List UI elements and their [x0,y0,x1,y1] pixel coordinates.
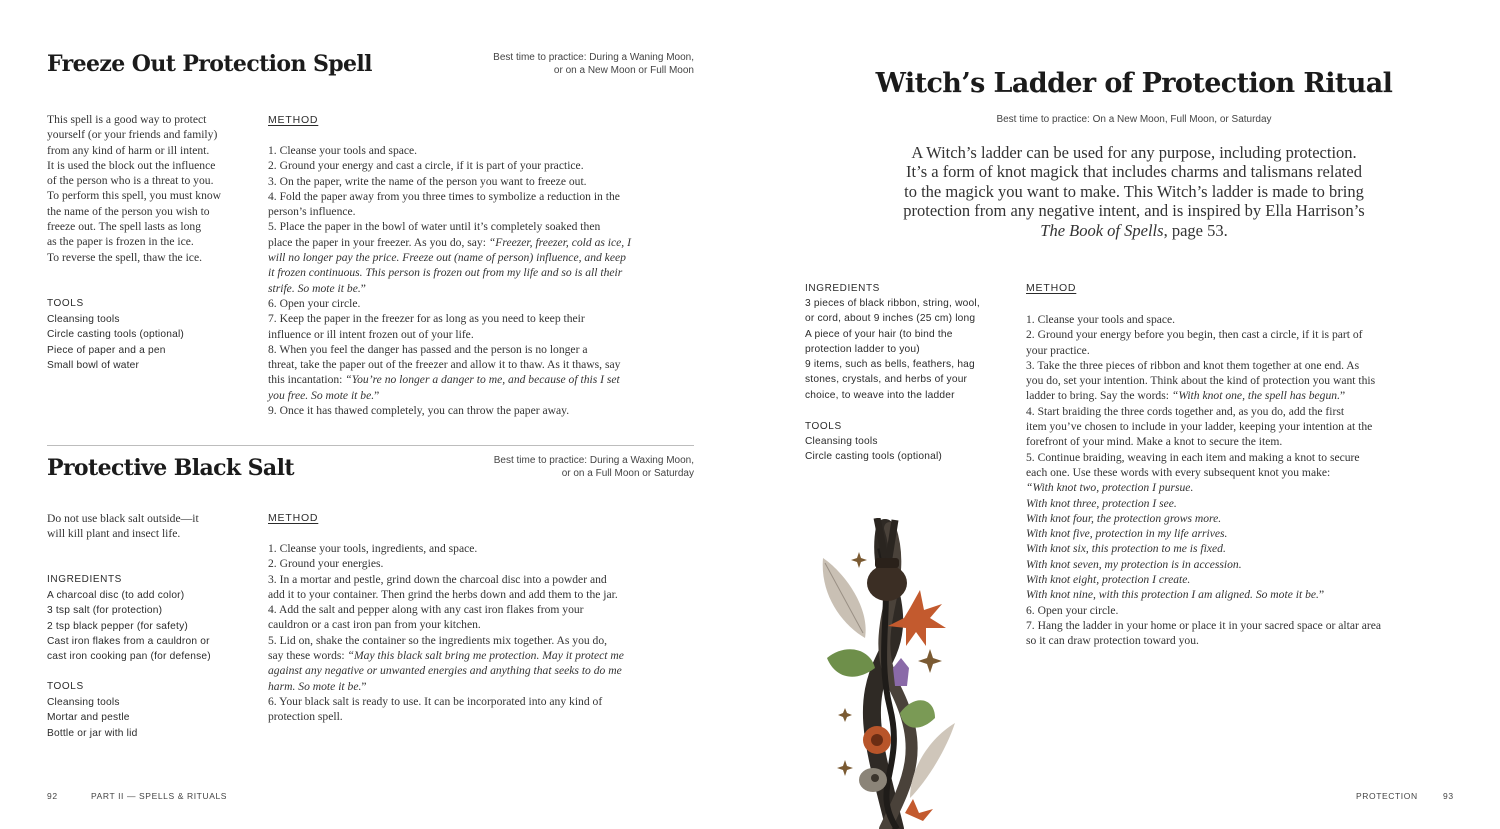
intro-line: It’s a form of knot magick that includes charms and talismans related [906,162,1362,182]
method-step-line: add it to your container. Then grind the herbs down and add them to the jar. [268,587,618,601]
method-step-line: your practice. [1026,343,1090,357]
intro-line: To reverse the spell, thaw the ice. [47,250,202,264]
method-step-line: With knot seven, my protection is in accession. [1026,557,1242,571]
method-step-line: strife. So mote it be.” [268,281,366,295]
ingredient-item: 3 tsp salt (for protection) [47,605,163,617]
method-step-line: 2. Ground your energies. [268,557,384,571]
freeze-spell-title: Freeze Out Protection Spell [47,51,372,77]
tool-item: Circle casting tools (optional) [47,329,184,341]
intro-line: yourself (or your friends and family) [47,128,218,142]
intro-line: A Witch’s ladder can be used for any purpose, including protection. [911,143,1357,162]
ingredient-item: cast iron cooking pan (for defense) [47,651,211,663]
freeze-tools-list [47,312,184,373]
right-running-footer: PROTECTION [1356,791,1418,801]
method-step-line: 5. Continue braiding, weaving in each item and making a knot to secure [1026,450,1360,464]
ritual-ingredients-label: INGREDIENTS [805,283,880,294]
freeze-method-steps [268,143,698,418]
ingredient-item: protection ladder to you) [805,343,920,355]
intro-line: protection from any negative intent, and is inspired by Ella Harrison’s [903,201,1365,221]
right-page-number: 93 [1443,791,1454,801]
intro-line: will kill plant and insect life. [47,527,181,541]
salt-intro [47,511,252,542]
method-step-line: influence or ill intent frozen out of your life. [268,327,474,341]
ingredient-item: or cord, about 9 inches (25 cm) long [805,313,976,325]
tool-item: Mortar and pestle [47,712,130,724]
tool-item: Circle casting tools (optional) [805,451,942,463]
tool-item: Piece of paper and a pen [47,344,166,356]
section-divider [47,445,694,446]
ingredient-item: 2 tsp black pepper (for safety) [47,620,188,632]
method-step-line: With knot three, protection I see. [1026,496,1177,510]
method-step-line: protection spell. [268,710,343,724]
freeze-method-label: METHOD [268,114,319,126]
intro-line: To perform this spell, you must know [47,189,222,203]
intro-line: from any kind of harm or ill intent. [47,143,210,157]
method-step-line: With knot six, this protection to me is fixed. [1026,542,1226,556]
intro-line: to the magick you want to make. This Witch’s ladder is made to bring [904,181,1364,201]
method-step-line: 7. Keep the paper in the freezer for as long as you need to keep their [268,312,585,326]
tool-item: Small bowl of water [47,359,140,371]
method-step-line: 4. Fold the paper away from you three times to symbolize a reduction in the [268,189,620,203]
method-step-line: With knot eight, protection I create. [1026,573,1191,587]
ingredient-item: Cast iron flakes from a cauldron or [47,635,210,647]
method-step-line: With knot nine, with this protection I am aligned. So mote it be.” [1026,588,1325,602]
method-step-line: 3. On the paper, write the name of the person you want to freeze out. [268,174,587,188]
ritual-ingredients-list [805,296,980,403]
method-step-line: place the paper in your freezer. As you do, say: “Freezer, freezer, cold as ice, I [268,235,631,249]
method-step-line: 1. Cleanse your tools, ingredients, and space. [268,542,478,555]
method-step-line: each one. Use these words with every subsequent knot you make: [1026,465,1331,479]
intro-line: Do not use black salt outside—it [47,512,199,525]
ingredient-item: 3 pieces of black ribbon, string, wool, [805,298,980,309]
method-step-line: 3. In a mortar and pestle, grind down the charcoal disc into a powder and [268,572,607,586]
method-step-line: you do, set your intention. Think about the kind of protection you want this [1026,374,1376,388]
method-step-line: 3. Take the three pieces of ribbon and knot them together at one end. As [1026,358,1360,372]
method-step-line: against any negative or unwanted energies and anything that seeks to do me [268,664,622,678]
intro-line: It is used the block out the influence [47,158,216,172]
method-step-line: you free. So mote it be.” [268,388,380,402]
ingredient-item: 9 items, such as bells, feathers, hag [805,359,975,371]
tool-item: Bottle or jar with lid [47,727,138,739]
method-step-line: ladder to bring. Say the words: “With knot one, the spell has begun.” [1026,389,1346,403]
method-step-line: it frozen continuous. This person is frozen out from my life and so is all their [268,266,623,280]
intro-line: of the person who is a threat to you. [47,174,214,188]
method-step-line: “With knot two, protection I pursue. [1026,481,1194,495]
left-running-footer: PART II — SPELLS & RITUALS [91,791,228,801]
freeze-intro [47,112,252,265]
method-step-line: With knot five, protection in my life arrives. [1026,527,1228,541]
tool-item: Cleansing tools [47,697,120,708]
intro-line: freeze out. The spell lasts as long [47,220,202,234]
freeze-tools-label: TOOLS [47,298,84,309]
ingredient-item: A charcoal disc (to add color) [47,590,185,601]
method-step-line: 8. When you feel the danger has passed and the person is no longer a [268,342,588,356]
method-step-line: threat, take the paper out of the freezer and allow it to thaw. As it thaws, say [268,358,621,372]
method-step-line: cauldron or a cast iron pan from your kitchen. [268,618,481,632]
intro-line: as the paper is frozen in the ice. [47,235,194,249]
method-step-line: With knot four, the protection grows more. [1026,511,1222,525]
ritual-title: Witch’s Ladder of Protection Ritual [875,68,1393,99]
method-step-line: 4. Add the salt and pepper along with any cast iron flakes from your [268,603,584,617]
salt-ingredients-list [47,588,211,664]
method-step-line: so it can draw protection toward you. [1026,634,1199,648]
left-page-number: 92 [47,791,58,801]
method-step-line: person’s influence. [268,205,356,219]
method-step-line: 1. Cleanse your tools and space. [268,144,418,157]
method-step-line: 6. Open your circle. [268,296,361,310]
method-step-line: forefront of your mind. Make a knot to secure the item. [1026,435,1283,449]
tool-item: Cleansing tools [805,436,878,447]
method-step-line: harm. So mote it be.” [268,679,367,693]
salt-tools-label: TOOLS [47,681,84,692]
intro-line: This spell is a good way to protect [47,113,207,126]
ritual-method-steps [1026,312,1466,649]
witchs-ladder-illustration [815,518,965,829]
method-step-line: 4. Start braiding the three cords together and, as you do, add the first [1026,404,1345,418]
intro-line: the name of the person you wish to [47,204,210,218]
ritual-method-label: METHOD [1026,282,1077,294]
ritual-intro [804,143,1464,240]
ingredient-item: choice, to weave into the ladder [805,389,955,401]
method-step-line: will no longer pay the price. Freeze out (name of person) influence, and keep [268,251,626,265]
method-step-line: 2. Ground your energy before you begin, then cast a circle, if it is part of [1026,328,1363,342]
method-step-line: 9. Once it has thawed completely, you can throw the paper away. [268,404,570,418]
method-step-line: 6. Open your circle. [1026,603,1119,617]
ritual-tools-label: TOOLS [805,421,842,432]
method-step-line: this incantation: “You’re no longer a danger to me, and because of this I set [268,373,620,387]
ritual-best-time: Best time to practice: On a New Moon, Full Moon, or Saturday [996,114,1272,125]
method-step-line: 6. Your black salt is ready to use. It can be incorporated into any kind of [268,694,603,708]
method-step-line: 5. Lid on, shake the container so the ingredients mix together. As you do, [268,633,608,647]
ritual-tools-list [805,434,942,465]
salt-method-steps [268,541,698,725]
method-step-line: 5. Place the paper in the bowl of water until it’s completely soaked then [268,220,601,234]
method-step-line: item you’ve chosen to include in your ladder, keeping your intention at the [1026,420,1373,434]
freeze-best-time: Best time to practice: During a Waning Moon, or on a New Moon or Full Moon [493,52,694,76]
ingredient-item: stones, crystals, and herbs of your [805,374,968,386]
salt-best-time: Best time to practice: During a Waxing Moon, or on a Full Moon or Saturday [493,455,694,479]
intro-line: The Book of Spells, page 53. [1040,220,1228,240]
method-step-line: 1. Cleanse your tools and space. [1026,313,1176,326]
salt-ingredients-label: INGREDIENTS [47,574,122,585]
tool-item: Cleansing tools [47,314,120,325]
ingredient-item: A piece of your hair (to bind the [805,328,953,340]
method-step-line: 7. Hang the ladder in your home or place it in your sacred space or altar area [1026,618,1382,632]
salt-tools-list [47,695,137,741]
method-step-line: 2. Ground your energy and cast a circle, if it is part of your practice. [268,159,584,173]
salt-spell-title: Protective Black Salt [47,455,294,481]
salt-method-label: METHOD [268,512,319,524]
method-step-line: say these words: “May this black salt bring me protection. May it protect me [268,649,624,663]
